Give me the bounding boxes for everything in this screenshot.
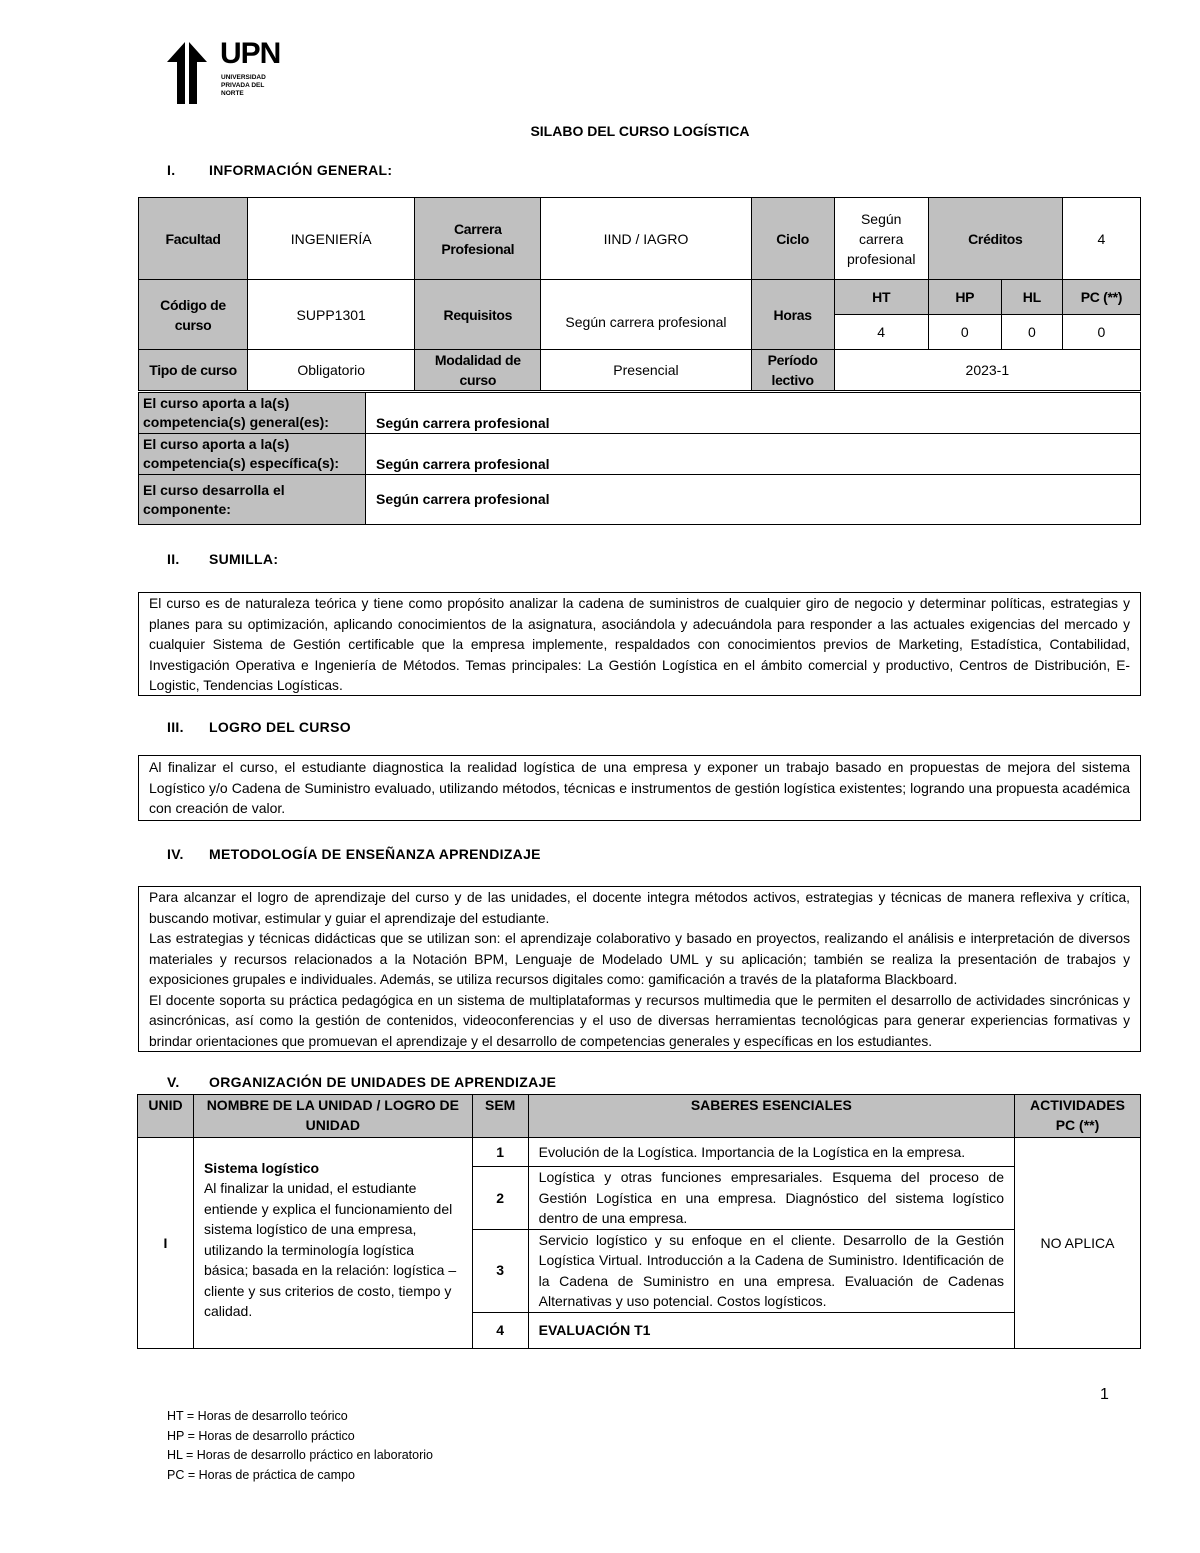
- footnote-hl: HL = Horas de desarrollo práctico en laboratorio: [167, 1448, 433, 1462]
- modalidad-label: Modalidad de curso: [415, 350, 541, 391]
- metodologia-box: [138, 886, 1141, 1052]
- ht-label: HT: [834, 280, 928, 315]
- logo-subtitle: UNIVERSIDAD PRIVADA DEL NORTE: [221, 74, 266, 97]
- section-heading-5: [167, 1074, 556, 1090]
- ciclo-value: Según carrera profesional: [834, 198, 928, 280]
- competencia-especifica-label: El curso aporta a la(s) competencia(s) específica(s):: [139, 434, 366, 475]
- section-number: IV.: [167, 846, 184, 862]
- week-number: 4: [472, 1312, 528, 1348]
- tipo-label: Tipo de curso: [139, 350, 248, 391]
- hp-label: HP: [928, 280, 1001, 315]
- unit-logro: Al finalizar la unidad, el estudiante entiende y explica el funcionamiento del sistema logístico de una empresa, utilizando la terminología logística básica; basada en la relación: logística – cliente y sus criterios de costo, tiempo y calidad.: [203, 1180, 457, 1320]
- week-number: 3: [472, 1229, 528, 1312]
- general-info-table: [138, 197, 1141, 391]
- metodologia-paragraph-2: Las estrategias y técnicas didácticas que se utilizan son: el aprendizaje colaborativo y basado en proyectos, realizando el análisis e interpretación de diversos materiales y recursos relacionados a la Notación BPM, Lenguaje de Modelado UML y su aplicación; también se realiza la presentación de trabajos y exposiciones grupales e individuales. Además, se utiliza recursos digitales como: gamificación a través de la plataforma Blackboard.: [149, 931, 1130, 987]
- logo-word: UPN: [220, 37, 281, 70]
- header-nombre: NOMBRE DE LA UNIDAD / LOGRO DE UNIDAD: [193, 1095, 472, 1138]
- section-heading-3: [167, 719, 351, 735]
- section-heading-4: [167, 846, 541, 862]
- carrera-value: IIND / IAGRO: [541, 198, 751, 280]
- facultad-value: INGENIERÍA: [248, 198, 415, 280]
- componente-value: Según carrera profesional: [366, 475, 1141, 525]
- periodo-value: 2023-1: [834, 350, 1140, 391]
- competencia-especifica-value: Según carrera profesional: [366, 434, 1141, 475]
- metodologia-paragraph-1: Para alcanzar el logro de aprendizaje del curso y de las unidades, el docente integra métodos activos, estrategias y técnicas de manera reflexiva y crítica, buscando motivar, estimular y guiar el aprendizaje del estudiante.: [149, 890, 1130, 926]
- unit-name-cell: [193, 1138, 472, 1349]
- creditos-label: Créditos: [928, 198, 1062, 280]
- tipo-value: Obligatorio: [248, 350, 415, 391]
- ciclo-label: Ciclo: [751, 198, 834, 280]
- componente-label: El curso desarrolla el componente:: [139, 475, 366, 525]
- unit-id: I: [138, 1138, 194, 1349]
- section-number: I.: [167, 162, 176, 178]
- pc-label: PC (**): [1062, 280, 1140, 315]
- header-unid: UNID: [138, 1095, 194, 1138]
- codigo-label: Código de curso: [139, 280, 248, 350]
- week-content: EVALUACIÓN T1: [528, 1312, 1014, 1348]
- section-title: METODOLOGÍA DE ENSEÑANZA APRENDIZAJE: [209, 846, 541, 862]
- competencia-general-value: Según carrera profesional: [366, 393, 1141, 434]
- competencia-general-label: El curso aporta a la(s) competencia(s) general(es):: [139, 393, 366, 434]
- ht-value: 4: [834, 315, 928, 350]
- metodologia-paragraph-3: El docente soporta su práctica pedagógica en un sistema de multiplataformas y recursos multimedia que le permiten el desarrollo de actividades sincrónicas y asincrónicas, así como la gestión de contenidos, videoconferencias y el uso de diversas herramientas tecnológicas para generar experiencias formativas y brindar orientaciones que promuevan el aprendizaje y el desarrollo de competencias generales y específicas en los estudiantes.: [149, 992, 1130, 1049]
- section-heading-2: [167, 551, 278, 567]
- section-number: V.: [167, 1074, 180, 1090]
- units-table: [137, 1094, 1141, 1349]
- pc-value: 0: [1062, 315, 1140, 350]
- document-title: SILABO DEL CURSO LOGÍSTICA: [530, 123, 750, 139]
- codigo-value: SUPP1301: [248, 280, 415, 350]
- logro-text: Al finalizar el curso, el estudiante diagnostica la realidad logística de una empresa y exponer un trabajo basado en propuestas de mejora del sistema Logístico y/o Cadena de Suministro evaluado, utilizando métodos, técnicas e instrumentos de gestión logística existentes; logrando una propuesta académica con creación de valor.: [138, 755, 1141, 821]
- section-title: SUMILLA:: [209, 551, 279, 567]
- carrera-label: Carrera Profesional: [415, 198, 541, 280]
- hl-label: HL: [1001, 280, 1062, 315]
- periodo-label: Período lectivo: [751, 350, 834, 391]
- footnote-ht: HT = Horas de desarrollo teórico: [167, 1409, 348, 1423]
- facultad-label: Facultad: [139, 198, 248, 280]
- week-number: 2: [472, 1167, 528, 1230]
- week-number: 1: [472, 1138, 528, 1167]
- section-title: INFORMACIÓN GENERAL:: [209, 162, 393, 178]
- requisitos-label: Requisitos: [415, 280, 541, 350]
- section-number: II.: [167, 551, 180, 567]
- section-title: ORGANIZACIÓN DE UNIDADES DE APRENDIZAJE: [209, 1074, 557, 1090]
- upn-arrow-icon: [165, 40, 221, 106]
- creditos-value: 4: [1062, 198, 1140, 280]
- week-content: Servicio logístico y su enfoque en el cliente. Desarrollo de la Gestión Logística Virtual. Introducción a la Cadena de Suministro. Identificación de la Cadena de Suministro en una empresa. Evaluación de Cadenas Alternativas y uso potencial. Costos logísticos.: [528, 1229, 1014, 1312]
- week-content: Logística y otras funciones empresariales. Esquema del proceso de Gestión Logística en una empresa. Diagnóstico del sistema logístico dentro de una empresa.: [528, 1167, 1014, 1230]
- hp-value: 0: [928, 315, 1001, 350]
- sumilla-text: El curso es de naturaleza teórica y tiene como propósito analizar la cadena de suministros de cualquier giro de negocio y determinar políticas, estrategias y planes para su optimización, aplicando conocimientos de la asignatura, asociándola y adecuándola para responder a las actuales exigencias del mercado y cualquier Sistema de Gestión certificable que la empresa implemente, respaldados con conocimientos previos de Marketing, Estadística, Contabilidad, Investigación Operativa e Ingeniería de Métodos. Temas principales: La Gestión Logística en el ámbito comercial y productivo, Centros de Distribución, E-Logistic, Tendencias Logísticas.: [138, 592, 1141, 696]
- header-sem: SEM: [472, 1095, 528, 1138]
- header-saberes: SABERES ESENCIALES: [528, 1095, 1014, 1138]
- week-content: Evolución de la Logística. Importancia de la Logística en la empresa.: [528, 1138, 1014, 1167]
- section-heading-1: [167, 162, 392, 178]
- competencias-table: [138, 392, 1141, 525]
- requisitos-value: Según carrera profesional: [541, 280, 751, 350]
- footnotes: [167, 1407, 433, 1485]
- horas-label: Horas: [751, 280, 834, 350]
- header-actividades: ACTIVIDADES PC (**): [1015, 1095, 1141, 1138]
- table-row: [138, 1138, 1141, 1167]
- unit-name: Sistema logístico: [203, 1159, 320, 1176]
- page-number: 1: [1100, 1386, 1109, 1403]
- footnote-hp: HP = Horas de desarrollo práctico: [167, 1428, 355, 1443]
- hl-value: 0: [1001, 315, 1062, 350]
- modalidad-value: Presencial: [541, 350, 751, 391]
- footnote-pc: PC = Horas de práctica de campo: [167, 1467, 355, 1482]
- unit-activities: NO APLICA: [1015, 1138, 1141, 1349]
- section-number: III.: [167, 719, 184, 735]
- section-title: LOGRO DEL CURSO: [209, 719, 351, 735]
